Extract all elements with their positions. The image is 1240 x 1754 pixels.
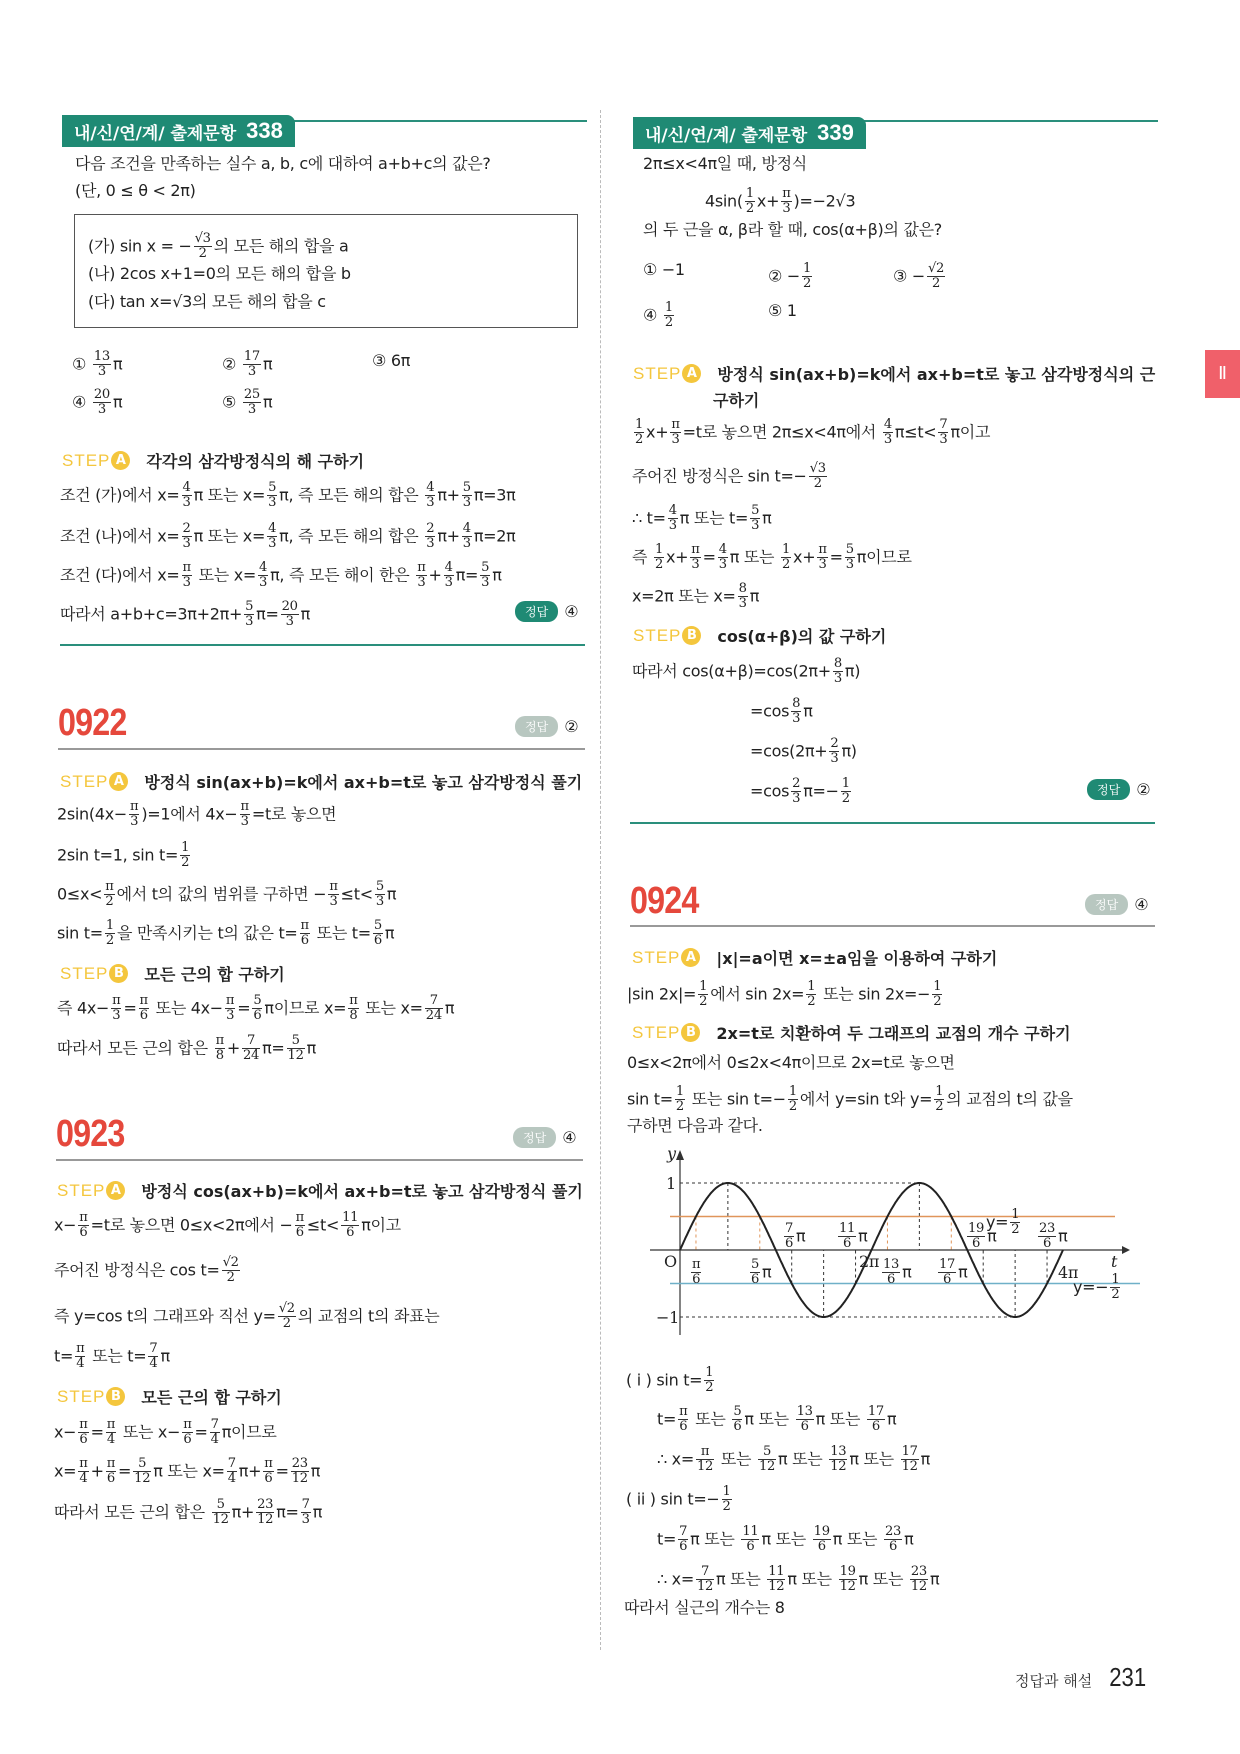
problem-number: 0923 — [56, 1113, 125, 1155]
question-equation: 4sin( $\frac{1}{2}$ x+ $\frac{\pi}{3}$ )=−2√3 — [705, 186, 856, 217]
case-ii-heading: ( ii ) sin t=− $\frac{1}{2}$ — [626, 1484, 731, 1515]
fraction: $\frac{4}{3}$ — [883, 417, 892, 448]
problem-rule — [630, 925, 1155, 927]
solution-line: ∴ x= $\frac{7}{12}$ π 또는 $\frac{11}{12}$ π 또는 $\frac{19}{12}$ π 또는 $\frac{23}{12}$ π — [657, 1564, 940, 1595]
solution-line: $\frac{1}{2}$ x+ $\frac{\pi}{3}$ =t로 놓으면 2π≤x<4π에서 $\frac{4}{3}$ π≤t< $\frac{7}{3}$ π이고 — [635, 417, 991, 448]
tick-19pi-6: $\frac{19}{6}$ π — [968, 1221, 997, 1252]
fraction: $\frac{5}{6}$ — [751, 1257, 760, 1288]
fraction: $\frac{\pi}{8}$ — [215, 1033, 224, 1064]
fraction: $\frac{13}{6}$ — [796, 1404, 813, 1435]
question-condition: (단, 0 ≤ θ < 2π) — [75, 181, 196, 200]
fraction: $\frac{20}{3}$ — [93, 387, 110, 418]
tick-23pi-6: $\frac{23}{6}$ π — [1039, 1221, 1068, 1252]
fraction: $\frac{13}{3}$ — [93, 349, 110, 380]
fraction: $\frac{7}{6}$ — [785, 1221, 794, 1252]
choice-2: ② − $\frac{1}{2}$ — [768, 261, 811, 292]
choice-1: ① −1 — [643, 260, 685, 279]
fraction: $\frac{1}{2}$ — [699, 979, 708, 1010]
fraction: $\frac{√2}{2}$ — [222, 1255, 239, 1286]
fraction: $\frac{\pi}{6}$ — [679, 1404, 688, 1435]
answer-value: ② — [564, 717, 579, 736]
fraction: $\frac{11}{12}$ — [768, 1564, 785, 1595]
fraction: $\frac{1}{2}$ — [1011, 1207, 1020, 1238]
fraction: $\frac{13}{6}$ — [883, 1257, 900, 1288]
fraction: $\frac{\pi}{3}$ — [818, 542, 827, 573]
fraction: $\frac{19}{6}$ — [813, 1524, 830, 1555]
step-title: |x|=a이면 x=±a임을 이용하여 구하기 — [716, 949, 998, 968]
solution-line: ∴ x= $\frac{\pi}{12}$ 또는 $\frac{5}{12}$ π 또는 $\frac{13}{12}$ π 또는 $\frac{17}{12}$ π — [657, 1444, 930, 1475]
fraction: $\frac{5}{6}$ — [253, 993, 262, 1024]
fraction: $\frac{1}{2}$ — [105, 918, 114, 949]
chapter-tab: Ⅱ — [1205, 350, 1240, 398]
answer-value: ② — [1136, 780, 1151, 799]
fraction: $\frac{17}{12}$ — [901, 1444, 918, 1475]
fraction: $\frac{5}{6}$ — [733, 1404, 742, 1435]
step-a-heading — [62, 449, 364, 472]
choice-5: ⑤ 1 — [768, 301, 797, 320]
step-title: 모든 근의 합 구하기 — [144, 965, 285, 984]
fraction: $\frac{25}{3}$ — [243, 387, 260, 418]
fraction: $\frac{√3}{2}$ — [809, 461, 826, 492]
fraction: $\frac{\pi}{3}$ — [671, 417, 680, 448]
fraction: $\frac{7}{3}$ — [301, 1497, 310, 1528]
problem-338-header — [62, 115, 295, 147]
step-a-badge: A — [681, 948, 700, 967]
step-label: STEP — [57, 1180, 106, 1200]
solution-line: 따라서 모든 근의 합은 $\frac{\pi}{8}$ + $\frac{7}{24}$ π= $\frac{5}{12}$ π — [57, 1033, 316, 1064]
step-b-heading — [60, 962, 285, 985]
solution-line: 2sin(4x− $\frac{\pi}{3}$ )=1에서 4x− $\frac{\pi}{3}$ =t로 놓으면 — [57, 799, 337, 830]
fraction: $\frac{\pi}{6}$ — [264, 1456, 273, 1487]
fraction: $\frac{5}{12}$ — [212, 1497, 229, 1528]
question-stem: 의 두 근을 α, β라 할 때, cos(α+β)의 값은? — [643, 220, 942, 239]
fraction: $\frac{7}{4}$ — [210, 1417, 219, 1448]
fraction: $\frac{4}{3}$ — [259, 560, 268, 591]
solution-line: |sin 2x|= $\frac{1}{2}$ 에서 sin 2x= $\frac{1}{2}$ 또는 sin 2x=− $\frac{1}{2}$ — [627, 979, 942, 1010]
step-title: 방정식 sin(ax+b)=k에서 ax+b=t로 놓고 삼각방정식 풀기 — [144, 773, 583, 792]
fraction: $\frac{√2}{2}$ — [278, 1301, 295, 1332]
fraction: $\frac{1}{2}$ — [781, 542, 791, 573]
y-axis-arrow-icon — [676, 1150, 684, 1160]
solution-line: 주어진 방정식은 sin t=− $\frac{√3}{2}$ — [632, 461, 826, 492]
y-tick-minus-1: −1 — [656, 1308, 679, 1327]
step-label: STEP — [632, 1022, 681, 1042]
y-tick-1: 1 — [666, 1174, 676, 1193]
answer-label: 정답 — [515, 716, 558, 737]
solution-line: x= $\frac{\pi}{4}$ + $\frac{\pi}{6}$ = $\frac{5}{12}$ π 또는 x= $\frac{7}{4}$ π+ $\frac{\pi}{6}$ = $\frac{23}{12}$ π — [54, 1456, 321, 1487]
solution-line: ∴ t= $\frac{4}{3}$ π 또는 t= $\frac{5}{3}$ π — [632, 503, 772, 534]
t-axis-arrow-icon — [1122, 1246, 1130, 1254]
fraction: $\frac{\pi}{3}$ — [782, 186, 791, 217]
answer-badge — [513, 1127, 577, 1148]
line-y-half-label: y= $\frac{1}{2}$ — [986, 1207, 1020, 1238]
answer-label: 정답 — [1087, 779, 1130, 800]
answer-value: ④ — [1134, 895, 1149, 914]
fraction: $\frac{19}{6}$ — [968, 1221, 985, 1252]
problem-rule — [58, 748, 585, 750]
fraction: $\frac{4}{3}$ — [268, 521, 277, 552]
solution-line: =cos(2π+ $\frac{2}{3}$ π) — [750, 736, 857, 767]
step-label: STEP — [60, 963, 109, 983]
step-a-badge: A — [111, 451, 130, 470]
step-a-badge: A — [682, 364, 701, 383]
solution-line: t= $\frac{\pi}{4}$ 또는 t= $\frac{7}{4}$ π — [54, 1341, 170, 1372]
fraction: $\frac{5}{12}$ — [287, 1033, 304, 1064]
header-number: 338 — [246, 118, 283, 143]
step-a-heading — [60, 770, 582, 793]
section-separator — [630, 822, 1155, 824]
fraction: $\frac{1}{2}$ — [664, 300, 673, 331]
condition-da: (다) tan x=√3의 모든 해의 합을 c — [88, 292, 326, 311]
step-b-heading — [57, 1385, 282, 1408]
answer-value: ④ — [564, 602, 579, 621]
fraction: $\frac{4}{3}$ — [462, 521, 471, 552]
fraction: $\frac{19}{12}$ — [839, 1564, 856, 1595]
choice-4: ④ $\frac{20}{3}$ π — [72, 387, 123, 418]
fraction: $\frac{4}{3}$ — [718, 542, 727, 573]
solution-line: t= $\frac{7}{6}$ π 또는 $\frac{11}{6}$ π 또는 $\frac{19}{6}$ π 또는 $\frac{23}{6}$ π — [657, 1524, 914, 1555]
fraction: $\frac{20}{3}$ — [281, 599, 298, 630]
fraction: $\frac{\pi}{6}$ — [79, 1417, 88, 1448]
step-b-badge: B — [682, 626, 701, 645]
tick-11pi-6: $\frac{11}{6}$ π — [839, 1221, 868, 1252]
fraction: $\frac{1}{2}$ — [802, 261, 811, 292]
question-stem: 다음 조건을 만족하는 실수 a, b, c에 대하여 a+b+c의 값은? — [75, 154, 491, 173]
case-i-heading: ( i ) sin t= $\frac{1}{2}$ — [626, 1365, 714, 1396]
fraction: $\frac{√2}{2}$ — [927, 261, 945, 292]
fraction: $\frac{\pi}{6}$ — [139, 993, 148, 1024]
fraction: $\frac{7}{6}$ — [679, 1524, 688, 1555]
fraction: $\frac{17}{6}$ — [867, 1404, 884, 1435]
fraction: $\frac{1}{2}$ — [654, 542, 663, 573]
fraction: $\frac{1}{2}$ — [745, 186, 754, 217]
header-rule — [285, 120, 587, 122]
answer-value: ④ — [562, 1128, 577, 1147]
fraction: $\frac{2}{3}$ — [792, 776, 801, 807]
problem-number: 0922 — [58, 702, 127, 744]
step-title: 각각의 삼각방정식의 해 구하기 — [146, 452, 365, 471]
tick-17pi-6: $\frac{17}{6}$ π — [939, 1257, 968, 1288]
step-label: STEP — [632, 947, 681, 967]
step-label: STEP — [57, 1386, 106, 1406]
header-number: 339 — [817, 120, 854, 145]
page-footer — [1015, 1662, 1150, 1693]
fraction: $\frac{1}{2}$ — [705, 1365, 714, 1396]
fraction: $\frac{\pi}{3}$ — [130, 799, 139, 830]
fraction: $\frac{5}{3}$ — [751, 503, 760, 534]
fraction: $\frac{8}{3}$ — [738, 581, 747, 612]
step-b-heading — [633, 624, 886, 647]
fraction: $\frac{\pi}{6}$ — [692, 1257, 701, 1288]
solution-line: =cos $\frac{2}{3}$ π=− $\frac{1}{2}$ — [750, 776, 850, 807]
fraction: $\frac{5}{3}$ — [245, 599, 254, 630]
solution-line: 조건 (다)에서 x= $\frac{\pi}{3}$ 또는 x= $\frac{4}{3}$ π, 즉 모든 해이 한은 $\frac{\pi}{3}$ + $\frac{4}{3}$ π= $\frac{5}{3}$ π — [60, 560, 502, 591]
choice-2: ② $\frac{17}{3}$ π — [222, 349, 273, 380]
solution-line: 즉 $\frac{1}{2}$ x+ $\frac{\pi}{3}$ = $\frac{4}{3}$ π 또는 $\frac{1}{2}$ x+ $\frac{\pi}{3}$ = $\frac{5}{3}$ π이므로 — [632, 542, 912, 573]
step-b-badge: B — [681, 1023, 700, 1042]
answer-label: 정답 — [513, 1127, 556, 1148]
fraction: $\frac{11}{6}$ — [839, 1221, 856, 1252]
step-title: 방정식 cos(ax+b)=k에서 ax+b=t로 놓고 삼각방정식 풀기 — [141, 1182, 583, 1201]
solution-line: sin t= $\frac{1}{2}$ 을 만족시키는 t의 값은 t= $\frac{\pi}{6}$ 또는 t= $\frac{5}{6}$ π — [57, 918, 395, 949]
fraction: $\frac{\pi}{3}$ — [691, 542, 700, 573]
fraction: $\frac{1}{2}$ — [1111, 1272, 1120, 1303]
step-title: 방정식 sin(ax+b)=k에서 ax+b=t로 놓고 삼각방정식의 근 — [717, 365, 1156, 384]
step-a-badge: A — [106, 1181, 125, 1200]
step-b-badge: B — [109, 964, 128, 983]
y-axis-label: y — [667, 1144, 676, 1163]
choice-3: ③ − $\frac{√2}{2}$ — [893, 261, 945, 292]
fraction: $\frac{5}{12}$ — [758, 1444, 776, 1475]
step-a-heading — [632, 946, 997, 969]
fraction: $\frac{1}{2}$ — [841, 776, 850, 807]
solution-line: 따라서 cos(α+β)=cos(2π+ $\frac{8}{3}$ π) — [632, 656, 861, 687]
fraction: $\frac{1}{2}$ — [181, 840, 190, 871]
fraction: $\frac{√3}{2}$ — [194, 231, 211, 262]
solution-line: x− $\frac{\pi}{6}$ =t로 놓으면 0≤x<2π에서 − $\frac{\pi}{6}$ ≤t< $\frac{11}{6}$ π이고 — [54, 1210, 401, 1241]
fraction: $\frac{17}{6}$ — [939, 1257, 956, 1288]
fraction: $\frac{5}{12}$ — [134, 1456, 151, 1487]
fraction: $\frac{7}{24}$ — [243, 1033, 260, 1064]
solution-line: 2sin t=1, sin t= $\frac{1}{2}$ — [57, 840, 190, 871]
fraction: $\frac{\pi}{6}$ — [300, 918, 309, 949]
header-label: 내/신/연/계/ 출제문항 — [74, 123, 237, 144]
fraction: $\frac{1}{2}$ — [635, 417, 644, 448]
fraction: $\frac{4}{3}$ — [426, 480, 435, 511]
solution-line: sin t= $\frac{1}{2}$ 또는 sin t=− $\frac{1}{2}$ 에서 y=sin t와 y= $\frac{1}{2}$ 의 교점의 t의 값을 — [627, 1084, 1073, 1115]
answer-label: 정답 — [1085, 894, 1128, 915]
solution-line: x− $\frac{\pi}{6}$ = $\frac{\pi}{4}$ 또는 x− $\frac{\pi}{6}$ = $\frac{7}{4}$ π이므로 — [54, 1417, 277, 1448]
tick-2pi: 2π — [859, 1252, 880, 1271]
fraction: $\frac{2}{3}$ — [830, 736, 839, 767]
column-divider — [600, 110, 601, 1650]
choice-5: ⑤ $\frac{25}{3}$ π — [222, 387, 273, 418]
step-title-continued: 구하기 — [713, 391, 760, 410]
footer-label: 정답과 해설 — [1015, 1672, 1093, 1690]
fraction: $\frac{\pi}{3}$ — [329, 879, 338, 910]
solution-line: t= $\frac{\pi}{6}$ 또는 $\frac{5}{6}$ π 또는 $\frac{13}{6}$ π 또는 $\frac{17}{6}$ π — [657, 1404, 897, 1435]
fraction: $\frac{13}{12}$ — [830, 1444, 847, 1475]
answer-badge — [515, 601, 579, 622]
section-separator — [60, 644, 585, 646]
solution-line: 즉 4x− $\frac{\pi}{3}$ = $\frac{\pi}{6}$ 또는 4x− $\frac{\pi}{3}$ = $\frac{5}{6}$ π이므로 x= $\frac{\pi}{8}$ 또는 x= $\frac{7}{24}$ π — [57, 993, 455, 1024]
fraction: $\frac{5}{3}$ — [845, 542, 854, 573]
fraction: $\frac{1}{2}$ — [935, 1084, 944, 1115]
fraction: $\frac{1}{2}$ — [933, 979, 942, 1010]
step-title: 2x=t로 치환하여 두 그래프의 교점의 개수 구하기 — [716, 1024, 1071, 1043]
answer-badge — [1085, 894, 1149, 915]
fraction: $\frac{1}{2}$ — [722, 1484, 731, 1515]
step-title: cos(α+β)의 값 구하기 — [717, 627, 887, 646]
tick-5pi-6: $\frac{5}{6}$ π — [751, 1257, 772, 1288]
fraction: $\frac{7}{4}$ — [227, 1456, 236, 1487]
fraction: $\frac{\pi}{3}$ — [240, 799, 249, 830]
fraction: $\frac{7}{3}$ — [939, 417, 948, 448]
step-a-heading — [633, 362, 1155, 385]
header-rule — [820, 120, 1158, 122]
solution-line: 따라서 a+b+c=3π+2π+ $\frac{5}{3}$ π= $\frac{20}{3}$ π — [60, 599, 311, 630]
t-axis-label: t — [1111, 1252, 1118, 1271]
line-y-neg-half-label: y=− $\frac{1}{2}$ — [1073, 1272, 1120, 1303]
question-stem: 2π≤x<4π일 때, 방정식 — [643, 154, 807, 173]
step-b-badge: B — [106, 1387, 125, 1406]
solution-line: =cos $\frac{8}{3}$ π — [750, 696, 813, 727]
fraction: $\frac{23}{12}$ — [257, 1497, 274, 1528]
fraction: $\frac{8}{3}$ — [833, 656, 842, 687]
fraction: $\frac{23}{6}$ — [884, 1524, 902, 1555]
solution-line: 0≤x< $\frac{\pi}{2}$ 에서 t의 값의 범위를 구하면 − $\frac{\pi}{3}$ ≤t< $\frac{5}{3}$ π — [57, 879, 397, 910]
fraction: $\frac{\pi}{4}$ — [106, 1417, 116, 1448]
step-label: STEP — [633, 363, 682, 383]
fraction: $\frac{5}{3}$ — [481, 560, 490, 591]
fraction: $\frac{1}{2}$ — [788, 1084, 797, 1115]
solution-line: 조건 (가)에서 x= $\frac{4}{3}$ π 또는 x= $\frac{5}{3}$ π, 즉 모든 해의 합은 $\frac{4}{3}$ π+ $\frac{5}{3}$ π=3π — [60, 480, 516, 511]
choice-3: ③ 6π — [372, 351, 411, 370]
page-number: 231 — [1109, 1662, 1147, 1692]
fraction: $\frac{5}{3}$ — [462, 480, 471, 511]
fraction: $\frac{7}{12}$ — [696, 1564, 714, 1595]
fraction: $\frac{5}{3}$ — [375, 879, 384, 910]
fraction: $\frac{4}{3}$ — [668, 503, 677, 534]
fraction: $\frac{7}{4}$ — [149, 1341, 158, 1372]
fraction: $\frac{11}{6}$ — [342, 1210, 359, 1241]
fraction: $\frac{\pi}{6}$ — [295, 1210, 304, 1241]
fraction: $\frac{\pi}{2}$ — [105, 879, 114, 910]
solution-line: 주어진 방정식은 cos t= $\frac{√2}{2}$ — [54, 1255, 239, 1286]
fraction: $\frac{\pi}{8}$ — [349, 993, 358, 1024]
answer-badge — [515, 716, 579, 737]
fraction: $\frac{1}{2}$ — [807, 979, 816, 1010]
fraction: $\frac{7}{24}$ — [425, 993, 442, 1024]
fraction: $\frac{\pi}{3}$ — [417, 560, 426, 591]
fraction: $\frac{\pi}{12}$ — [696, 1444, 714, 1475]
step-title: 모든 근의 합 구하기 — [141, 1388, 282, 1407]
tick-13pi-6: $\frac{13}{6}$ π — [883, 1257, 912, 1288]
tick-4pi: 4π — [1058, 1263, 1079, 1282]
fraction: $\frac{17}{3}$ — [243, 349, 260, 380]
fraction: $\frac{\pi}{4}$ — [79, 1456, 88, 1487]
condition-na: (나) 2cos x+1=0의 모든 해의 합을 b — [88, 264, 351, 283]
step-b-heading — [632, 1021, 1071, 1044]
fraction: $\frac{\pi}{6}$ — [183, 1417, 192, 1448]
condition-ga: (가) sin x = − $\frac{√3}{2}$ 의 모든 해의 합을 a — [88, 231, 349, 262]
problem-number: 0924 — [630, 880, 699, 922]
fraction: $\frac{\pi}{4}$ — [76, 1341, 85, 1372]
origin-label: O — [664, 1252, 677, 1271]
answer-label: 정답 — [515, 601, 558, 622]
choice-4: ④ $\frac{1}{2}$ — [643, 300, 673, 331]
step-label: STEP — [60, 771, 109, 791]
problem-rule — [56, 1159, 583, 1161]
solution-line: 즉 y=cos t의 그래프와 직선 y= $\frac{√2}{2}$ 의 교점의 t의 좌표는 — [54, 1301, 440, 1332]
tick-7pi-6: $\frac{7}{6}$ π — [785, 1221, 806, 1252]
solution-line: x=2π 또는 x= $\frac{8}{3}$ π — [632, 581, 760, 612]
fraction: $\frac{2}{3}$ — [182, 521, 191, 552]
header-label: 내/신/연/계/ 출제문항 — [645, 125, 808, 146]
fraction: $\frac{\pi}{3}$ — [225, 993, 235, 1024]
fraction: $\frac{23}{12}$ — [291, 1456, 308, 1487]
fraction: $\frac{\pi}{6}$ — [79, 1210, 88, 1241]
final-answer-line: 따라서 실근의 개수는 8 — [624, 1598, 785, 1617]
step-a-heading — [57, 1179, 583, 1202]
solution-line: 0≤x<2π에서 0≤2x<4π이므로 2x=t로 놓으면 — [627, 1053, 955, 1072]
fraction: $\frac{8}{3}$ — [792, 696, 801, 727]
fraction: $\frac{23}{6}$ — [1039, 1221, 1056, 1252]
tick-pi-6 — [689, 1258, 703, 1288]
fraction: $\frac{2}{3}$ — [426, 521, 435, 552]
solution-line: 구하면 다음과 같다. — [627, 1116, 763, 1135]
step-a-badge: A — [109, 772, 128, 791]
solution-line: 따라서 모든 근의 합은 $\frac{5}{12}$ π+ $\frac{23}{12}$ π= $\frac{7}{3}$ π — [54, 1497, 323, 1528]
problem-339-header — [633, 117, 866, 149]
fraction: $\frac{5}{3}$ — [268, 480, 277, 511]
fraction: $\frac{5}{6}$ — [373, 918, 382, 949]
fraction: $\frac{23}{12}$ — [910, 1564, 927, 1595]
fraction: $\frac{\pi}{3}$ — [182, 560, 191, 591]
fraction: $\frac{4}{3}$ — [444, 560, 453, 591]
fraction: $\frac{4}{3}$ — [182, 480, 191, 511]
fraction: $\frac{\pi}{6}$ — [106, 1456, 116, 1487]
step-label: STEP — [633, 625, 682, 645]
solution-line: 조건 (나)에서 x= $\frac{2}{3}$ π 또는 x= $\frac{4}{3}$ π, 즉 모든 해의 합은 $\frac{2}{3}$ π+ $\frac{4}{3}$ π=2π — [60, 521, 516, 552]
fraction: $\frac{\pi}{3}$ — [112, 993, 121, 1024]
fraction: $\frac{1}{2}$ — [675, 1084, 684, 1115]
step-label: STEP — [62, 450, 111, 470]
choice-1: ① $\frac{13}{3}$ π — [72, 349, 123, 380]
fraction: $\frac{11}{6}$ — [742, 1524, 759, 1555]
answer-badge — [1087, 779, 1151, 800]
